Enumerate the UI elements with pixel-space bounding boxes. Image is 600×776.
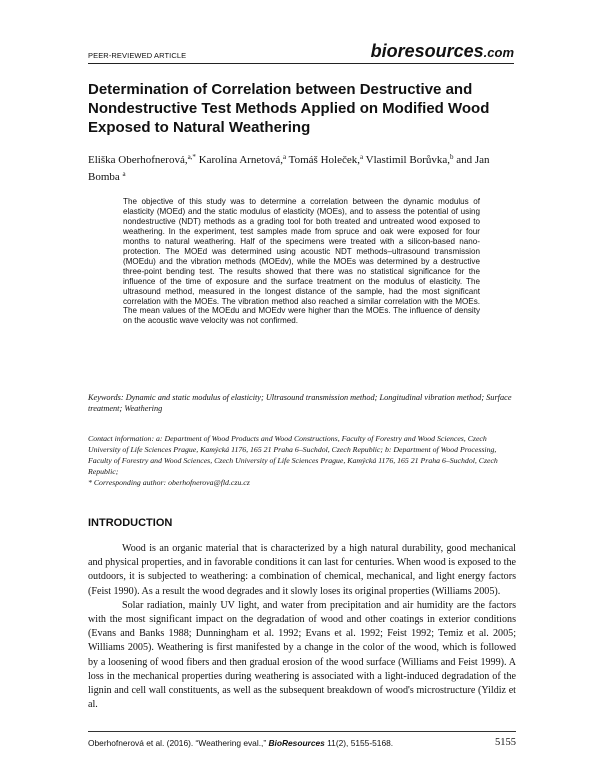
- author-affiliation-mark: a: [122, 169, 126, 178]
- section-heading: INTRODUCTION: [88, 517, 173, 529]
- site-tld: .com: [483, 45, 514, 60]
- author-name: Eliška Oberhofnerová,: [88, 154, 188, 166]
- article-type-label: PEER-REVIEWED ARTICLE: [88, 51, 187, 60]
- body-text: [88, 542, 516, 712]
- author-affiliation-mark: a: [283, 153, 287, 161]
- abstract: The objective of this study was to determine a correlation between the dynamic modulus of elasticity (MOEd) and the static modulus of elasticity (MOEs), and to assess the potential of using nondestructive (NDT) methods as a grading tool for both treated and untreated wood exposed to weathering. In the experiment, test samples made from spruce and oak were exposed for four months to natural weathering. Half of the specimens were treated with a silicon-based nano-protection. The MOEd was determined using acoustic NDT methods–ultrasound transmission (MOEdu) and the vibration methods (MOEdv), while the MOEs was determined by a destructive three-point bending test. The results showed that there was no statistical significance for the influence of the time of exposure and the surface treatment on the modulus of elasticity. The ultrasound method, measured in the longest distance of the sample, had the most significant correlation with the MOEs. The vibration method also reached a similar correlation with the MOEs. The mean values of the MOEdu and MOEdv were higher than the MOEs. The influence of density on the acoustic wave velocity was not confirmed.: [123, 197, 480, 326]
- author-list: Eliška Oberhofnerová,$^{a,*}$ Karolína Arnetová,$^a$ Tomáš Holeček,$^a$ Vlastimil Borůvka,$^b$ and Jan Bomba $^a$: [88, 153, 490, 183]
- journal-name: BioResources: [268, 738, 325, 748]
- author-name: Jan Bomba: [88, 154, 490, 183]
- author-name: Vlastimil Borůvka,: [365, 154, 450, 166]
- corresponding-author: * Corresponding author: oberhofnerova@fld.czu.cz: [88, 478, 250, 487]
- author-name: Tomáš Holeček,: [288, 154, 360, 166]
- contact-information: [88, 433, 516, 488]
- page-number: 5155: [495, 737, 516, 748]
- author-affiliation-mark: a,*: [187, 153, 196, 161]
- keywords: Keywords: Dynamic and static modulus of elasticity; Ultrasound transmission method; Longitudinal vibration method; Surface treatment; Weathering: [88, 393, 512, 413]
- page-header: [88, 38, 514, 64]
- site-name: bioresources: [370, 41, 484, 61]
- page-footer: [88, 731, 516, 751]
- author-affiliation-mark: b: [450, 153, 454, 161]
- paragraph: Wood is an organic material that is characterized by a high natural durability, good mechanical and physical properties, and in favorable conditions it can last for centuries. When wood is exposed to the outdoors, it is subjected to weathering: a combination of chemical, mechanical, and light energy factors (Feist 1990). As a result the wood degrades and it slowly loses its original properties (Williams 2005).: [88, 543, 516, 597]
- author-name: Karolína Arnetová,: [198, 154, 283, 166]
- paragraph: Solar radiation, mainly UV light, and water from precipitation and air humidity are the factors with the most significant impact on the degradation of wood and other coatings in exterior conditions (Evans and Banks 1988; Dunningham et al. 1992; Evans et al. 1992; Feist 1992; Temiz et al. 2005; Williams 2005). Weathering is first manifested by a change in the color of the wood, which is followed by a loosening of wood fibers and then gradual erosion of the wood surface (Williams and Feist 1999). A loss in the mechanical properties during weathering is associated with a light-induced degradation of the lignin and cell wall constituents, as well as the subsequent breakdown of wood's microstructure (Yildiz et al.: [88, 599, 516, 711]
- author-affiliation-mark: a: [360, 153, 364, 161]
- article-title: Determination of Correlation between Destructive and Nondestructive Test Methods Applied on Modified Wood Exposed to Natural Weathering: [88, 81, 490, 137]
- journal-site-link[interactable]: [371, 41, 514, 62]
- citation: Oberhofnerová et al. (2016). “Weathering eval.,” BioResources 11(2), 5155-5168.: [88, 738, 394, 748]
- affiliations: Contact information: a: Department of Wood Products and Wood Constructions, Faculty of Forestry and Wood Sciences, Czech University of Life Sciences Prague, Kamýcká 1176, 165 21 Praha 6–Suchdol, Czech Republic; b: Department of Wood Processing, Faculty of Forestry and Wood Sciences, Czech University of Life Sciences Prague, Kamýcká 1176, 165 21 Praha 6–Suchdol, Czech Republic;: [88, 434, 498, 476]
